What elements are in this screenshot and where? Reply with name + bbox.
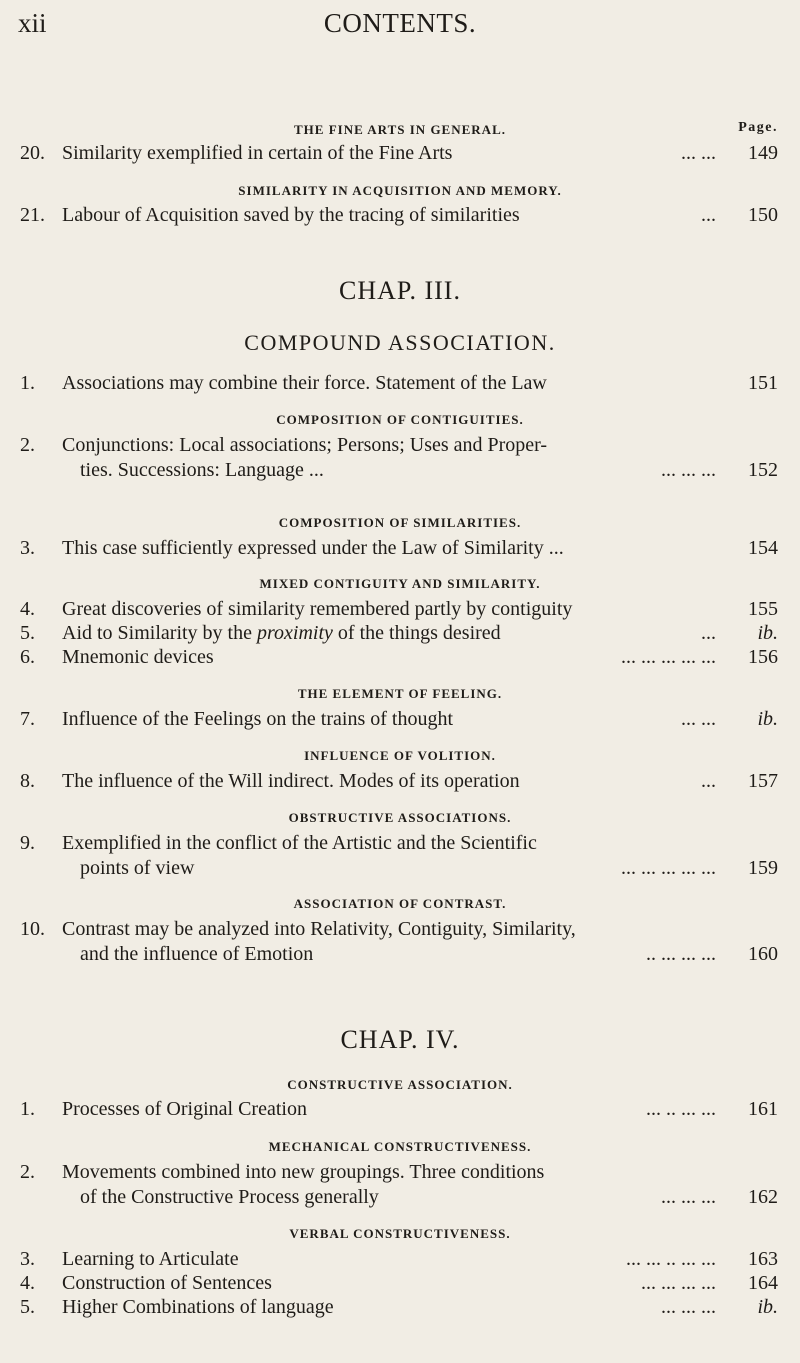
entry-page: 164 [748,1272,778,1294]
leader-dots: ... ... [681,142,716,164]
leader-dots: ... ... ... ... ... [621,857,716,879]
entry-page: 156 [748,646,778,668]
entry-number: 3. [20,1248,35,1270]
entry-number: 6. [20,646,35,668]
entry-page: ib. [757,622,778,644]
entry-text: Great discoveries of similarity remembered partly by contiguity [62,598,573,620]
leader-dots: ... [701,770,716,792]
section-heading: MIXED CONTIGUITY AND SIMILARITY. [259,576,541,591]
entry-text-italic: proximity [257,622,333,644]
section-heading: OBSTRUCTIVE ASSOCIATIONS. [288,810,512,825]
entry-text-continued: and the influence of Emotion [80,943,314,965]
entry-number: 4. [20,1272,35,1294]
entry-text: Higher Combinations of language [62,1296,334,1318]
section-heading: SIMILARITY IN ACQUISITION AND MEMORY. [238,183,562,198]
entry-text: Associations may combine their force. Statement of the Law [62,372,547,394]
entry-text: of the things desired [332,622,501,644]
toc-entry [20,433,778,483]
entry-text-continued: points of view [80,857,195,879]
entry-number: 20. [20,142,45,164]
entry-text: Influence of the Feelings on the trains of thought [62,708,454,730]
entry-page: ib. [757,708,778,730]
section-heading: COMPOSITION OF CONTIGUITIES. [276,412,524,427]
entry-text: Contrast may be analyzed into Relativity, Contiguity, Similarity, [62,918,576,940]
entry-number: 3. [20,537,35,559]
entry-number: 2. [20,1161,35,1183]
section-heading: ASSOCIATION OF CONTRAST. [293,896,507,911]
entry-page: 157 [748,770,778,792]
entry-text: Labour of Acquisition saved by the tracing of similarities [62,204,520,226]
leader-dots: .. ... ... ... [646,943,716,965]
entry-page: 152 [748,459,778,481]
section-heading: COMPOSITION OF SIMILARITIES. [278,515,522,530]
section-heading: VERBAL CONSTRUCTIVENESS. [289,1226,511,1241]
entry-page: 154 [748,537,778,559]
entry-number: 1. [20,372,35,394]
leader-dots: ... .. ... ... [646,1098,716,1120]
entry-text-continued: ties. Successions: Language ... [80,459,324,481]
entry-number: 1. [20,1098,35,1120]
entry-text: Conjunctions: Local associations; Persons; Uses and Proper- [62,434,548,456]
entry-number: 2. [20,434,35,456]
leader-dots: ... ... ... ... ... [621,646,716,668]
entry-page: 160 [748,943,778,965]
entry-number: 10. [20,918,45,940]
leader-dots: ... ... ... ... [641,1272,716,1294]
leader-dots: ... ... ... [661,1296,716,1318]
leader-dots: ... [701,622,716,644]
entry-page: 161 [748,1098,778,1120]
entry-number: 5. [20,622,35,644]
chapter-heading: CHAP. IV. [340,1025,460,1054]
entry-page: ib. [757,1296,778,1318]
entry-page: 163 [748,1248,778,1270]
leader-dots: ... [701,204,716,226]
entry-number: 5. [20,1296,35,1318]
entry-page: 151 [748,372,778,394]
entry-text: The influence of the Will indirect. Modes of its operation [62,770,520,792]
entry-text: Construction of Sentences [62,1272,272,1294]
toc-entry [20,831,778,881]
page-column-label: Page. [738,120,778,135]
entry-text: This case sufficiently expressed under the Law of Similarity ... [62,537,564,559]
running-title: CONTENTS. [323,8,477,38]
entry-text: Movements combined into new groupings. Three conditions [62,1161,545,1183]
chapter-heading: CHAP. III. [339,276,461,305]
toc-entry [20,917,778,967]
entry-number: 21. [20,204,45,226]
toc-entry [20,1160,778,1210]
section-heading: THE FINE ARTS IN GENERAL. [293,122,506,137]
entry-text: Exemplified in the conflict of the Artistic and the Scientific [62,832,537,854]
leader-dots: ... ... [681,708,716,730]
folio: xii [18,8,47,38]
section-heading: INFLUENCE OF VOLITION. [304,748,496,763]
entry-number: 7. [20,708,35,730]
entry-text: Processes of Original Creation [62,1098,307,1120]
section-heading: THE ELEMENT OF FEELING. [297,686,503,701]
entry-text: Similarity exemplified in certain of the Fine Arts [62,142,453,164]
entry-text: Aid to Similarity by the [62,622,257,644]
running-head [18,8,782,48]
entry-number: 8. [20,770,35,792]
entry-page: 149 [748,142,778,164]
section-heading: MECHANICAL CONSTRUCTIVENESS. [268,1139,532,1154]
leader-dots: ... ... ... [661,459,716,481]
entry-number: 4. [20,598,35,620]
entry-page: 155 [748,598,778,620]
entry-number: 9. [20,832,35,854]
chapter-subtitle: COMPOUND ASSOCIATION. [244,330,556,355]
entry-page: 159 [748,857,778,879]
section-heading: CONSTRUCTIVE ASSOCIATION. [287,1077,513,1092]
leader-dots: ... ... .. ... ... [626,1248,716,1270]
entry-page: 150 [748,204,778,226]
entry-text: Learning to Articulate [62,1248,239,1270]
entry-text: Mnemonic devices [62,646,214,668]
entry-page: 162 [748,1186,778,1208]
entry-text-continued: of the Constructive Process generally [80,1186,379,1208]
leader-dots: ... ... ... [661,1186,716,1208]
